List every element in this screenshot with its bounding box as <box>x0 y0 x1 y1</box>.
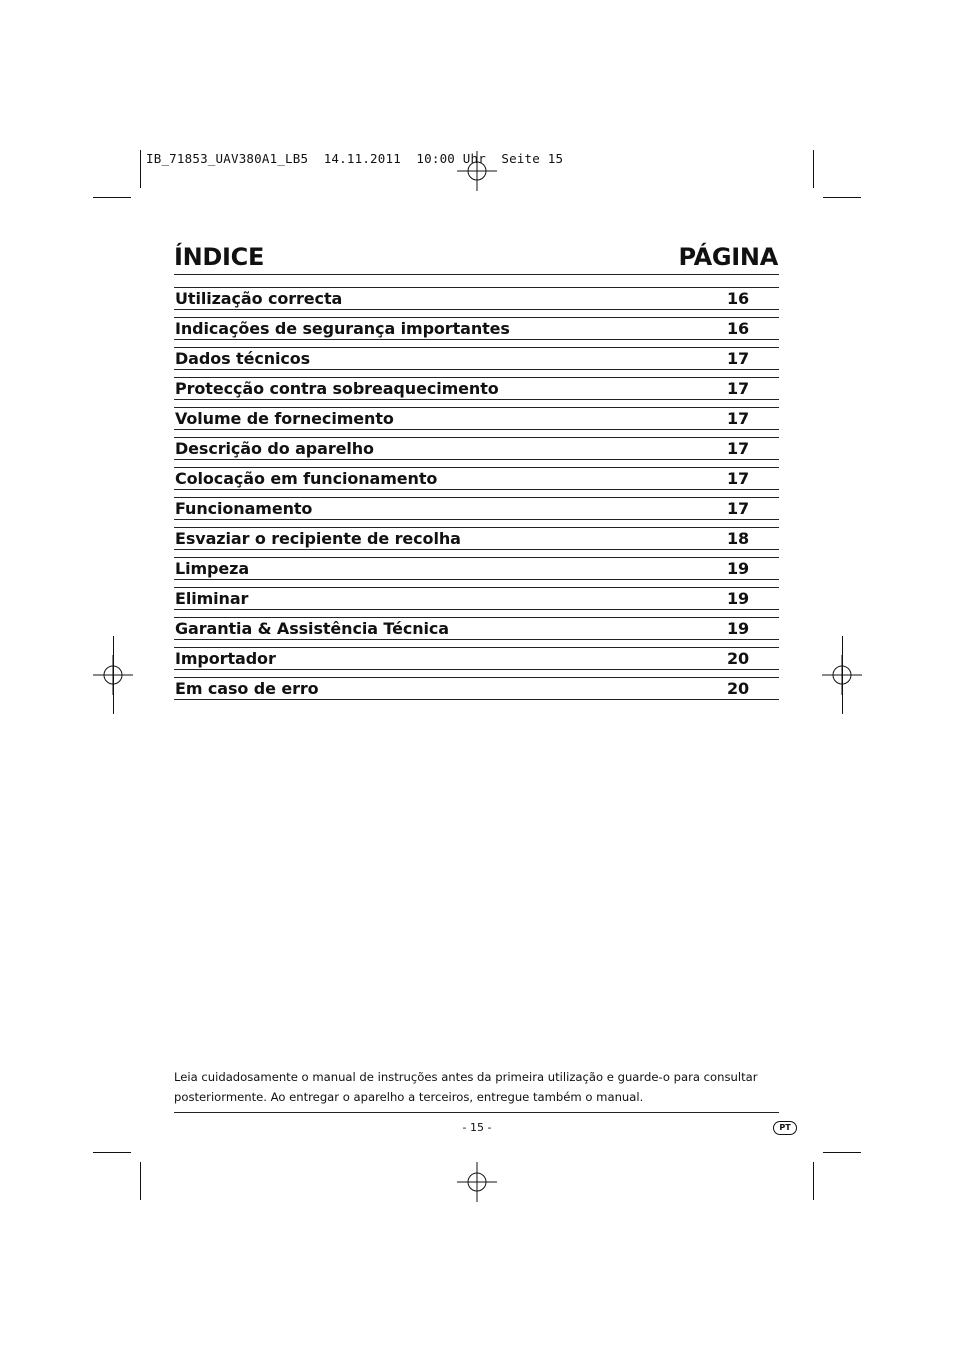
crop-mark <box>140 1162 141 1200</box>
toc-entry-title: Protecção contra sobreaquecimento <box>175 379 499 398</box>
footer-note <box>174 1068 774 1107</box>
footer-note-line: posteriormente. Ao entregar o aparelho a terceiros, entregue também o manual. <box>174 1089 644 1104</box>
toc-entry-page: 20 <box>727 679 750 698</box>
toc-entry[interactable] <box>174 587 779 610</box>
toc-entry-title: Eliminar <box>175 589 249 608</box>
crop-mark <box>113 636 114 714</box>
crop-mark <box>140 150 141 188</box>
table-of-contents <box>174 287 779 707</box>
toc-entry[interactable] <box>174 377 779 400</box>
toc-entry[interactable] <box>174 647 779 670</box>
toc-entry[interactable] <box>174 317 779 340</box>
toc-entry[interactable] <box>174 347 779 370</box>
registration-mark-icon <box>457 1162 497 1202</box>
toc-entry-title: Funcionamento <box>175 499 313 518</box>
toc-entry[interactable] <box>174 467 779 490</box>
toc-entry[interactable] <box>174 617 779 640</box>
toc-entry[interactable] <box>174 287 779 310</box>
toc-entry-page: 17 <box>727 439 750 458</box>
crop-mark <box>823 1152 861 1153</box>
toc-entry-title: Volume de fornecimento <box>175 409 394 428</box>
registration-mark-icon <box>457 151 497 191</box>
crop-mark <box>813 150 814 188</box>
language-badge: PT <box>773 1121 797 1135</box>
page-number: - 15 - <box>462 1121 492 1134</box>
toc-entry-title: Limpeza <box>175 559 250 578</box>
toc-entry-page: 17 <box>727 469 750 488</box>
toc-entry-page: 17 <box>727 409 750 428</box>
toc-entry-title: Utilização correcta <box>175 289 343 308</box>
toc-entry-page: 18 <box>727 529 750 548</box>
toc-entry[interactable] <box>174 407 779 430</box>
toc-entry[interactable] <box>174 677 779 700</box>
toc-entry-title: Em caso de erro <box>175 679 319 698</box>
toc-entry[interactable] <box>174 527 779 550</box>
crop-mark <box>93 1152 131 1153</box>
toc-entry-page: 19 <box>727 619 750 638</box>
toc-entry-title: Descrição do aparelho <box>175 439 374 458</box>
toc-entry-title: Garantia & Assistência Técnica <box>175 619 449 638</box>
toc-entry[interactable] <box>174 497 779 520</box>
crop-mark <box>93 197 131 198</box>
toc-entry-page: 20 <box>727 649 750 668</box>
print-slug: IB_71853_UAV380A1_LB5 14.11.2011 10:00 Uhr Seite 15 <box>146 151 564 166</box>
title-divider <box>174 274 779 275</box>
toc-entry-title: Dados técnicos <box>175 349 311 368</box>
toc-entry-page: 16 <box>727 319 750 338</box>
toc-entry-page: 19 <box>727 589 750 608</box>
toc-entry-page: 17 <box>727 499 750 518</box>
page-column-label: PÁGINA <box>678 243 778 271</box>
page-title: ÍNDICE <box>174 243 265 271</box>
toc-entry[interactable] <box>174 557 779 580</box>
footer-divider <box>174 1112 779 1113</box>
toc-entry-title: Importador <box>175 649 276 668</box>
crop-mark <box>823 197 861 198</box>
toc-entry[interactable] <box>174 437 779 460</box>
footer-note-line: Leia cuidadosamente o manual de instruções antes da primeira utilização e guarde-o para consultar <box>174 1070 758 1084</box>
crop-mark <box>813 1162 814 1200</box>
toc-entry-page: 17 <box>727 379 750 398</box>
toc-entry-title: Colocação em funcionamento <box>175 469 438 488</box>
toc-entry-title: Esvaziar o recipiente de recolha <box>175 529 461 548</box>
crop-mark <box>842 636 843 714</box>
toc-entry-page: 19 <box>727 559 750 578</box>
toc-entry-page: 17 <box>727 349 750 368</box>
toc-entry-title: Indicações de segurança importantes <box>175 319 510 338</box>
toc-entry-page: 16 <box>727 289 750 308</box>
